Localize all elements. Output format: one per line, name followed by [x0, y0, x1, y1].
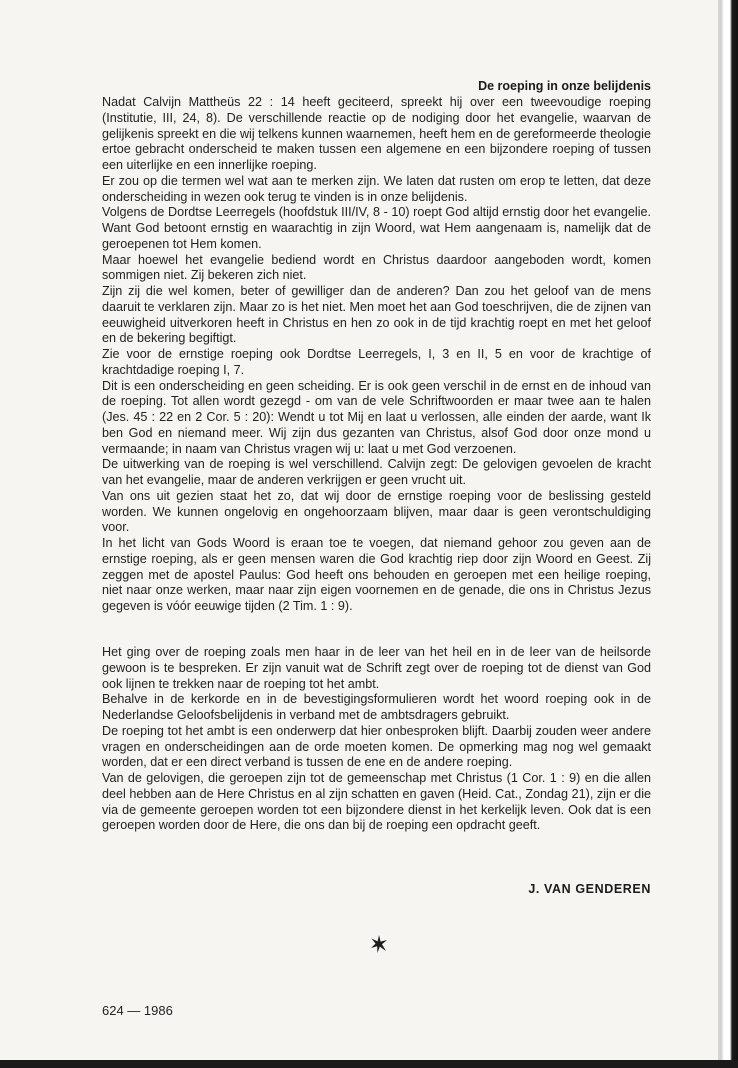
paragraph: Het ging over de roeping zoals men haar in de leer van het heil en in de leer van de heilsorde gewoon is te bespreken. Er zijn vanuit wat de Schrift zegt over de roeping tot de dienst van God ook lijnen te trekken naar de roeping tot het ambt.	[102, 645, 651, 691]
paragraph: Maar hoewel het evangelie bediend wordt en Christus daardoor aangeboden wordt, komen sommigen niet. Zij bekeren zich niet.	[102, 252, 651, 283]
paragraph: De roeping tot het ambt is een onderwerp dat hier onbesproken blijft. Daarbij zouden weer andere vragen en onderscheidingen aan de orde moeten komen. De opmerking mag nog wel gemaakt worden, dat er een direct verband is tussen de ene en de andere roeping.	[102, 723, 651, 770]
paragraph: De uitwerking van de roeping is wel verschillend. Calvijn zegt: De gelovigen gevoelen de kracht van het evangelie, maar de anderen verkrijgen er geen vrucht uit.	[102, 457, 651, 487]
star-ornament-icon	[369, 934, 389, 954]
article-body-part2	[102, 645, 651, 834]
page-edge-bottom	[0, 1060, 738, 1068]
page-number: 624 — 1986	[102, 1003, 173, 1018]
paragraph: In het licht van Gods Woord is eraan toe te voegen, dat niemand gehoor zou geven aan de ernstige roeping, als er geen mensen waren die God krachtig riep door zijn Woord en Geest. Zij zeggen met de apostel Paulus: God heeft ons behouden en geroepen met een heilige roeping, niet naar onze werken, maar naar zijn eigen voornemen en de genade, die ons in Christus Jezus gegeven is vóór eeuwige tijden (2 Tim. 1 : 9).	[102, 536, 651, 613]
page-edge-right	[718, 0, 738, 1068]
paragraph: Er zou op die termen wel wat aan te merken zijn. We laten dat rusten om erop te letten, dat deze onderscheiding in wezen ook terug te vinden is in onze belijdenis.	[102, 173, 651, 204]
article-body-part1	[102, 95, 651, 615]
paragraph: Behalve in de kerkorde en in de bevestigingsformulieren wordt het woord roeping ook in de Nederlandse Geloofsbelijdenis in verband met de ambtsdragers gebruikt.	[102, 692, 651, 722]
paragraph: Zijn zij die wel komen, beter of gewilliger dan de anderen? Dan zou het geloof van de mens daaruit te verklaren zijn. Maar zo is het niet. Men moet het aan God toeschrijven, die de zijnen van eeuwigheid uitverkoren heeft in Christus en hen zo ook in de tijd krachtig roept en met het geloof en de bekering begiftigt.	[102, 284, 651, 346]
paragraph: Van de gelovigen, die geroepen zijn tot de gemeenschap met Christus (1 Cor. 1 : 9) en die allen deel hebben aan de Here Christus en al zijn schatten en gaven (Heid. Cat., Zondag 21), zijn er die via de gemeente geroepen worden tot een bijzondere dienst in het kerkelijk leven. Ook dat is een geroepen worden door de Here, die ons dan bij de roeping een opdracht geeft.	[102, 771, 651, 833]
author-signature: J. VAN GENDEREN	[528, 882, 651, 896]
paragraph: Volgens de Dordtse Leerregels (hoofdstuk III/IV, 8 - 10) roept God altijd ernstig door het evangelie. Want God betoont ernstig en waarachtig in zijn Woord, wat Hem aangenaam is, namelijk dat de geroepenen tot Hem komen.	[102, 205, 651, 251]
paragraph: Nadat Calvijn Mattheüs 22 : 14 heeft geciteerd, spreekt hij over een tweevoudige roeping (Institutie, III, 24, 8). De verschillende reactie op de nodiging door het evangelie, waarvan de gelijkenis spreekt en die wij telkens kunnen waarnemen, heeft hem en de gereformeerde theologie ertoe gebracht onderscheid te maken tussen een algemene en een bijzondere roeping of tussen een uiterlijke en een innerlijke roeping.	[102, 95, 651, 172]
section-heading: De roeping in onze belijdenis	[478, 79, 651, 93]
paragraph: Dit is een onderscheiding en geen scheiding. Er is ook geen verschil in de ernst en de inhoud van de roeping. Tot allen wordt gezegd - om van de vele Schriftwoorden er maar twee aan te halen (Jes. 45 : 22 en 2 Cor. 5 : 20): Wendt u tot Mij en laat u verlossen, alle einden der aarde, want Ik ben God en niemand meer. Wij zijn dus gezanten van Christus, alsof God door onze mond u vermaande; in naam van Christus vragen wij u: laat u met God verzoenen.	[102, 378, 651, 456]
paragraph: Van ons uit gezien staat het zo, dat wij door de ernstige roeping voor de beslissing gesteld worden. We kunnen ongelovig en ongehoorzaam blijven, maar daar is geen verontschuldiging voor.	[102, 488, 651, 535]
paragraph: Zie voor de ernstige roeping ook Dordtse Leerregels, I, 3 en II, 5 en voor de krachtige of krachtdadige roeping I, 7.	[102, 347, 651, 377]
